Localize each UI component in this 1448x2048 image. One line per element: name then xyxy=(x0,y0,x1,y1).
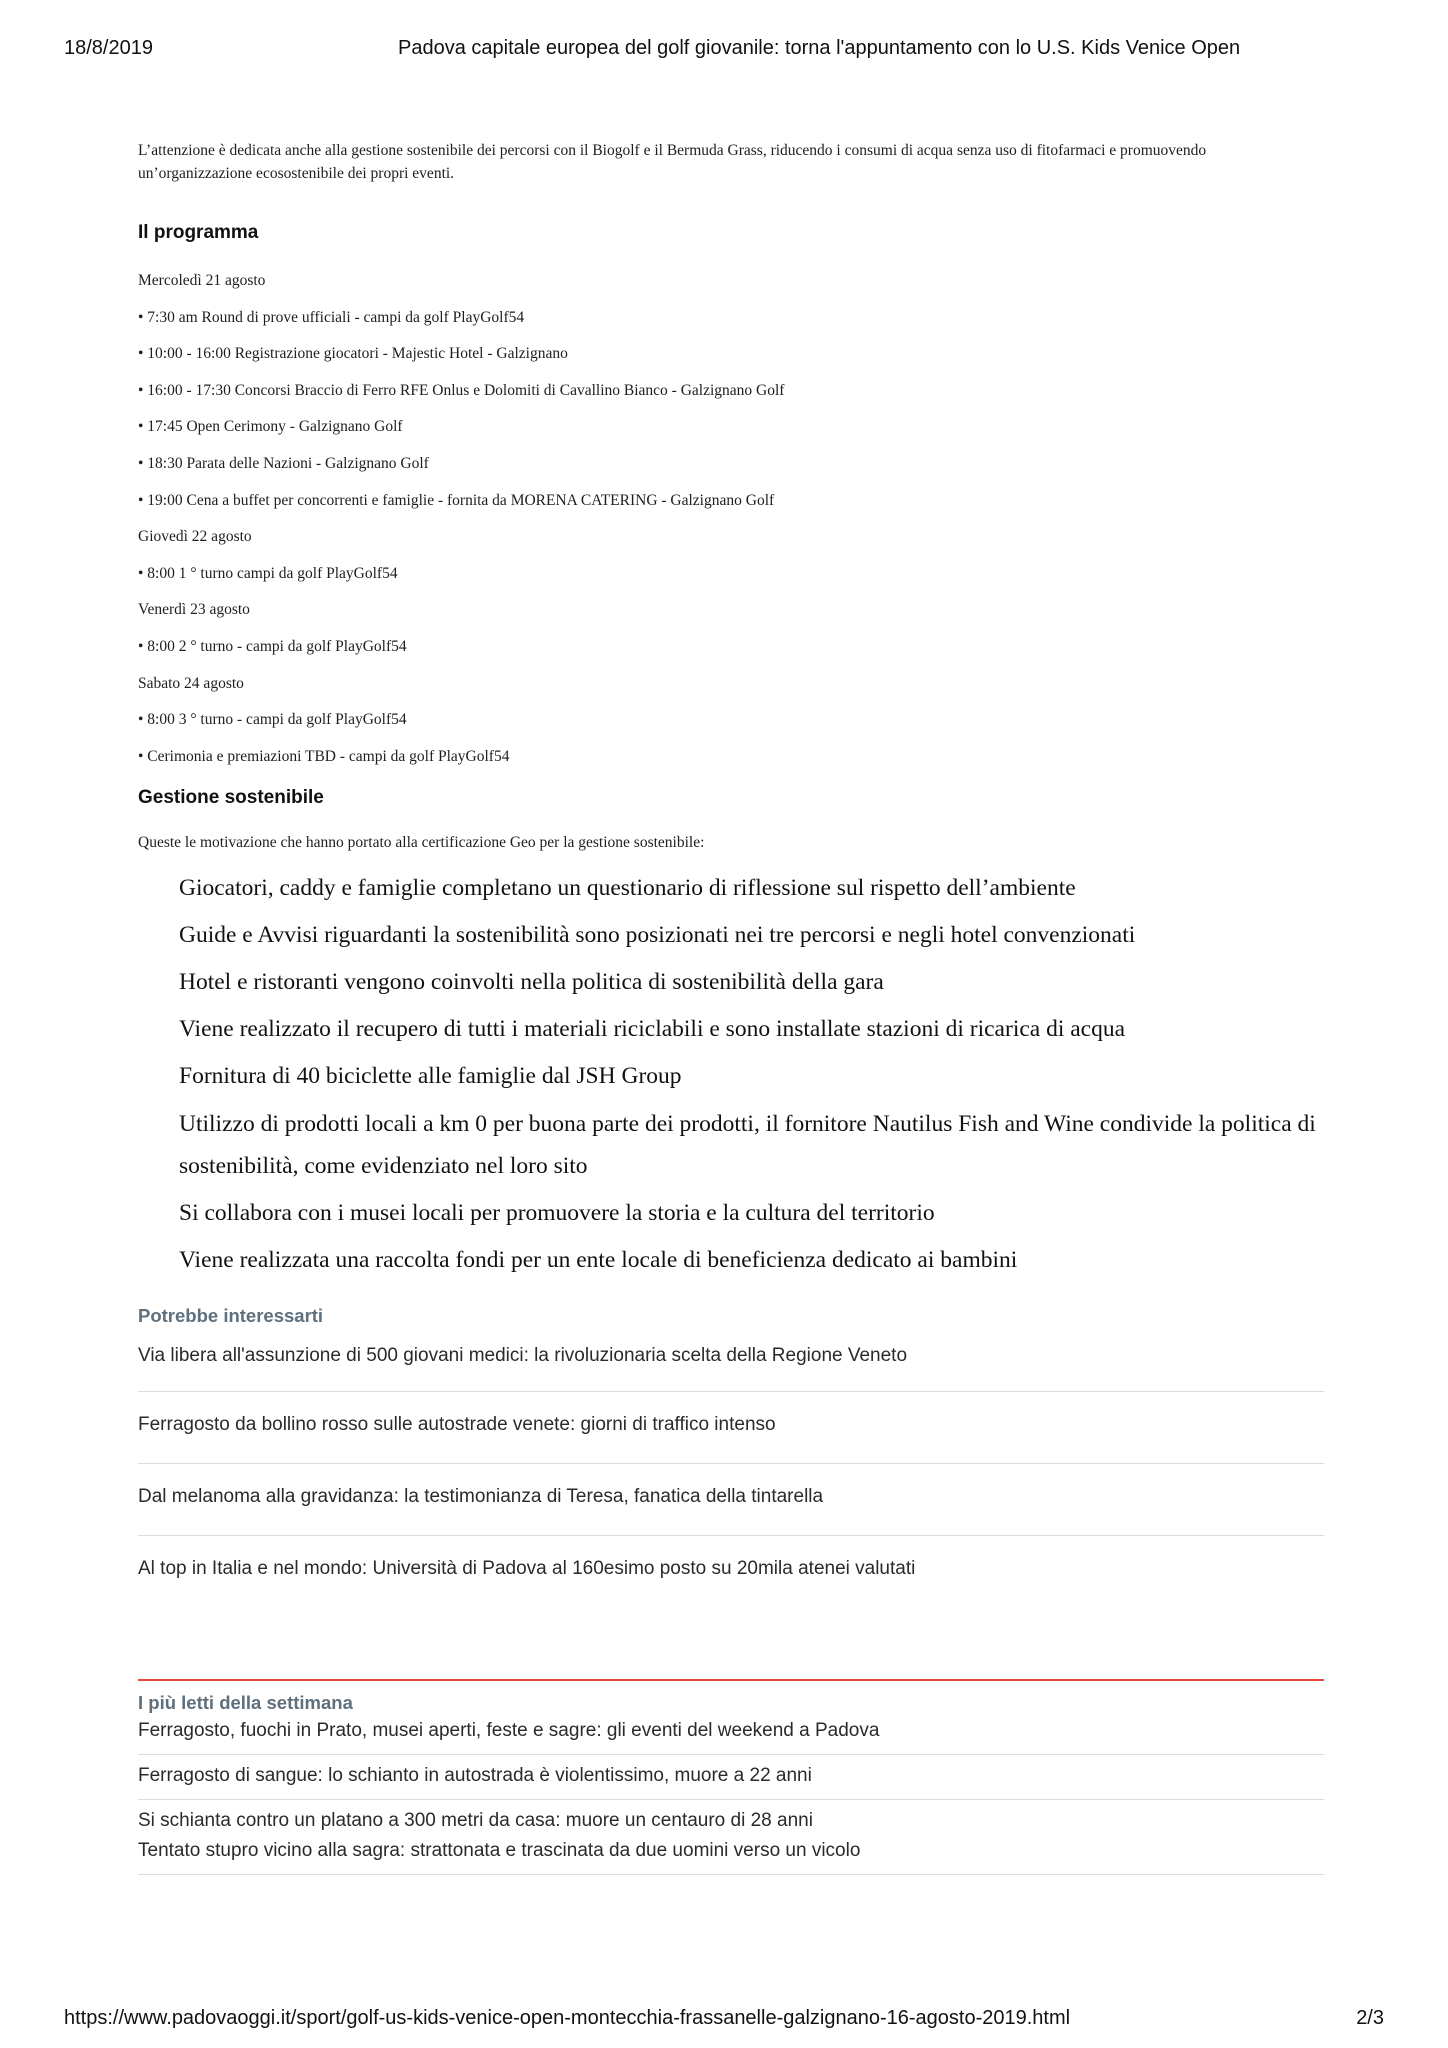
schedule-item: • 7:30 am Round di prove ufficiali - campi da golf PlayGolf54 xyxy=(138,308,525,326)
most-read-link[interactable]: Ferragosto, fuochi in Prato, musei aperti, feste e sagre: gli eventi del weekend a Padova xyxy=(138,1720,880,1741)
programma-heading: Il programma xyxy=(138,222,259,243)
schedule-item: • 19:00 Cena a buffet per concorrenti e famiglie - fornita da MORENA CATERING - Galzignano Golf xyxy=(138,491,775,509)
schedule-item: • 16:00 - 17:30 Concorsi Braccio di Ferro RFE Onlus e Dolomiti di Cavallino Bianco - Galzignano Golf xyxy=(138,381,785,399)
related-item[interactable] xyxy=(138,1392,1324,1464)
schedule-list xyxy=(138,270,784,782)
sustainability-item: Si collabora con i musei locali per promuovere la storia e la cultura del territorio xyxy=(179,1200,935,1226)
related-item[interactable] xyxy=(138,1464,1324,1536)
related-link[interactable]: Via libera all'assunzione di 500 giovani medici: la rivoluzionaria scelta della Regione Veneto xyxy=(138,1345,908,1366)
page-number: 2/3 xyxy=(1356,2007,1384,2029)
most-read-link[interactable]: Si schianta contro un platano a 300 metri da casa: muore un centauro di 28 anni xyxy=(138,1810,813,1831)
sustainability-item: Utilizzo di prodotti locali a km 0 per buona parte dei prodotti, il fornitore Nautilus Fish and Wine condivide la politica di sostenibilità, come evidenziato nel loro sito xyxy=(179,1111,1316,1179)
sustainability-item: Guide e Avvisi riguardanti la sostenibilità sono posizionati nei tre percorsi e negli hotel convenzionati xyxy=(179,922,1136,948)
most-read-item[interactable] xyxy=(138,1755,1324,1800)
most-read-section xyxy=(138,1679,1324,1875)
motivazione-text: Queste le motivazione che hanno portato alla certificazione Geo per la gestione sostenibile: xyxy=(138,834,705,851)
sustainability-item: Hotel e ristoranti vengono coinvolti nella politica di sostenibilità della gara xyxy=(179,969,884,995)
schedule-item: • 18:30 Parata delle Nazioni - Galzignano Golf xyxy=(138,454,429,472)
related-link[interactable]: Al top in Italia e nel mondo: Università di Padova al 160esimo posto su 20mila atenei valutati xyxy=(138,1558,916,1579)
article-intro-paragraph: L’attenzione è dedicata anche alla gestione sostenibile dei percorsi con il Biogolf e il Bermuda Grass, riducendo i consumi di acqua senza uso di fitofarmaci e promuovendo un’organizzazione ecosostenibile dei propri eventi. xyxy=(138,142,1207,182)
sustainability-item: Viene realizzata una raccolta fondi per un ente locale di beneficienza dedicato ai bambini xyxy=(179,1247,1018,1273)
sustainability-list xyxy=(179,868,1319,1287)
sustainability-item: Giocatori, caddy e famiglie completano un questionario di riflessione sul rispetto dell’ambiente xyxy=(179,875,1076,901)
schedule-day: Mercoledì 21 agosto xyxy=(138,272,266,289)
related-item[interactable] xyxy=(138,1536,1324,1608)
schedule-item: • 10:00 - 16:00 Registrazione giocatori - Majestic Hotel - Galzignano xyxy=(138,345,568,363)
schedule-day: Sabato 24 agosto xyxy=(138,674,244,692)
schedule-item: • 8:00 1 ° turno campi da golf PlayGolf54 xyxy=(138,564,398,582)
schedule-day: Giovedì 22 agosto xyxy=(138,528,252,546)
most-read-link[interactable]: Tentato stupro vicino alla sagra: strattonata e trascinata da due uomini verso un vicolo xyxy=(138,1840,861,1861)
most-read-item[interactable] xyxy=(138,1714,1324,1755)
most-read-title: I più letti della settimana xyxy=(138,1692,353,1713)
print-date: 18/8/2019 xyxy=(64,37,153,59)
gestione-heading: Gestione sostenibile xyxy=(138,787,324,808)
related-link[interactable]: Dal melanoma alla gravidanza: la testimonianza di Teresa, fanatica della tintarella xyxy=(138,1486,824,1507)
page-title: Padova capitale europea del golf giovanile: torna l'appuntamento con lo U.S. Kids Venice Open xyxy=(398,37,1241,59)
most-read-list xyxy=(138,1714,1324,1875)
most-read-link[interactable]: Ferragosto di sangue: lo schianto in autostrada è violentissimo, muore a 22 anni xyxy=(138,1765,812,1786)
related-item[interactable] xyxy=(138,1330,1324,1392)
schedule-item: • Cerimonia e premiazioni TBD - campi da golf PlayGolf54 xyxy=(138,747,510,765)
most-read-item[interactable] xyxy=(138,1800,1324,1875)
print-footer xyxy=(64,2007,1384,2031)
page-url: https://www.padovaoggi.it/sport/golf-us-kids-venice-open-montecchia-frassanelle-galzignano-16-agosto-2019.html xyxy=(64,2007,1071,2029)
related-list xyxy=(138,1330,1324,1608)
sustainability-item: Viene realizzato il recupero di tutti i materiali riciclabili e sono installate stazioni di ricarica di acqua xyxy=(179,1016,1126,1042)
schedule-day: Venerdì 23 agosto xyxy=(138,601,250,619)
sustainability-item: Fornitura di 40 biciclette alle famiglie dal JSH Group xyxy=(179,1063,682,1089)
related-link[interactable]: Ferragosto da bollino rosso sulle autostrade venete: giorni di traffico intenso xyxy=(138,1414,776,1435)
schedule-item: • 8:00 3 ° turno - campi da golf PlayGolf54 xyxy=(138,711,407,729)
print-header xyxy=(64,37,1384,61)
related-title: Potrebbe interessarti xyxy=(138,1305,324,1326)
schedule-item: • 8:00 2 ° turno - campi da golf PlayGolf54 xyxy=(138,637,407,655)
schedule-item: • 17:45 Open Cerimony - Galzignano Golf xyxy=(138,418,403,436)
related-articles xyxy=(138,1302,1324,1608)
